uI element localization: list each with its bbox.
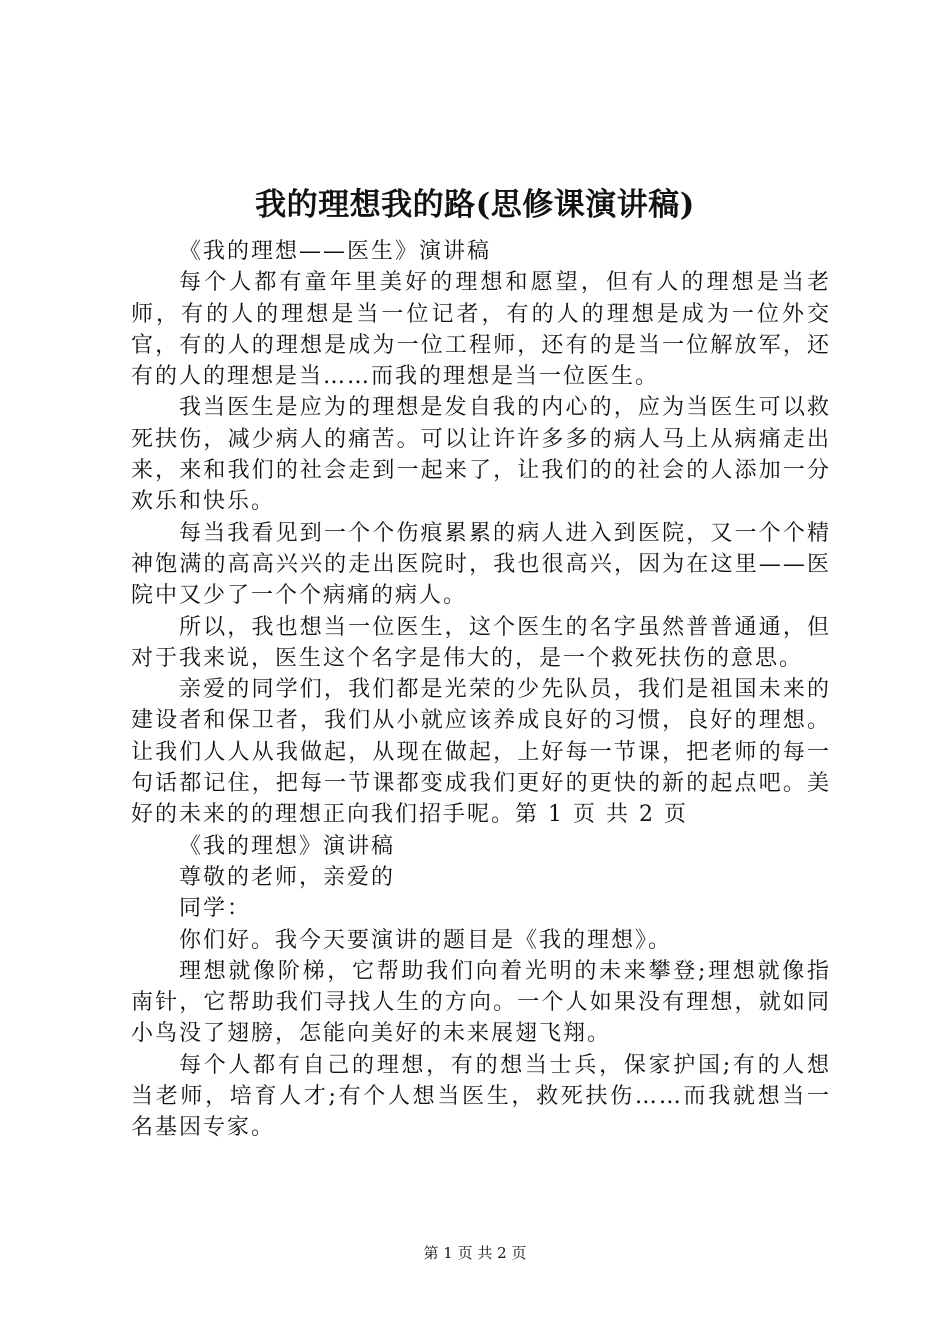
- speech-heading: 《我的理想——医生》演讲稿: [179, 239, 492, 264]
- paragraph: 每当我看见到一个个伤痕累累的病人进入到医院，又一个个精神饱满的高高兴兴的走出医院时，我也很高兴，因为在这里——医院中又少了一个个病痛的病人。: [131, 520, 831, 609]
- salutation: 尊敬的老师，亲爱的: [179, 864, 396, 890]
- document-title: 我的理想我的路(思修课演讲稿): [255, 187, 695, 223]
- document-body: [131, 236, 831, 1144]
- paragraph: 理想就像阶梯，它帮助我们向着光明的未来攀登;理想就像指南针，它帮助我们寻找人生的方向。一个人如果没有理想，就如同小鸟没了翅膀，怎能向美好的未来展翅飞翔。: [131, 958, 831, 1047]
- paragraph: 所以，我也想当一位医生，这个医生的名字虽然普普通通，但对于我来说，医生这个名字是伟大的，是一个救死扶伤的意思。: [131, 614, 831, 671]
- paragraph: 每个人都有童年里美好的理想和愿望，但有人的理想是当老师，有的人的理想是当一位记者，有的人的理想是成为一位外交官，有的人的理想是成为一位工程师，还有的是当一位解放军，还有的人的理想是当……而我的理想是当一位医生。: [131, 270, 831, 390]
- paragraph: 每个人都有自己的理想，有的想当士兵，保家护国;有的人想当老师，培育人才;有个人想当医生，救死扶伤……而我就想当一名基因专家。: [131, 1052, 831, 1141]
- speech-heading: 《我的理想》演讲稿: [179, 833, 396, 859]
- paragraph: 你们好。我今天要演讲的题目是《我的理想》。: [179, 927, 673, 953]
- page-number-footer: 第 1 页 共 2 页: [423, 1244, 527, 1262]
- paragraph: 我当医生是应为的理想是发自我的内心的，应为当医生可以救死扶伤，减少病人的痛苦。可以让许许多多的病人马上从病痛走出来，来和我们的社会走到一起来了，让我们的的社会的人添加一分欢乐和快乐。: [131, 395, 831, 515]
- paragraph: 亲爱的同学们，我们都是光荣的少先队员，我们是祖国未来的建设者和保卫者，我们从小就应该养成良好的习惯，良好的理想。让我们人人从我做起，从现在做起，上好每一节课，把老师的每一句话都记住，把每一节课都变成我们更好的更快的新的起点吧。美好的未来的的理想正向我们招手呢。第 1 页 共 2 页: [131, 677, 831, 828]
- salutation: 同学：: [179, 896, 252, 922]
